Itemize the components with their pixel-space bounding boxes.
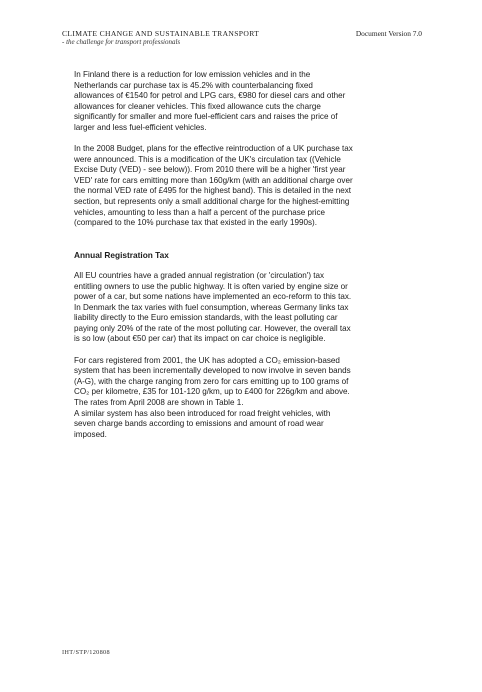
document-version: Document Version 7.0 bbox=[355, 29, 422, 38]
header-title: CLIMATE CHANGE AND SUSTAINABLE TRANSPORT bbox=[62, 29, 260, 38]
page-footer-code: IHT/STP/120808 bbox=[62, 649, 110, 656]
paragraph-uk-budget-2008: In the 2008 Budget, plans for the effective reintroduction of a UK purchase tax were announced. This is a modification of the UK's circulation tax ((Vehicle Excise Duty (VED) - see below)). From 2010 there will be a higher 'first year VED' rate for cars emitting more than 160g/km (with an additional charge over the normal VED rate of £495 for the highest band). This is detailed in the next section, but represents only a small additional charge for the highest-emitting vehicles, amounting to less than a half a percent of the purchase price (compared to the 10% purchase tax that existed in the early 1990s). bbox=[74, 144, 353, 228]
paragraph-uk-co2-bands: For cars registered from 2001, the UK has adopted a CO₂ emission-based system that has been incrementally developed to now involve in seven bands (A-G), with the charge ranging from zero for cars emitting up to 100 grams of CO₂ per kilometre, £35 for 101-120 g/km, up to £400 for 226g/km and above. The rates from April 2008 are shown in Table 1. bbox=[74, 355, 351, 407]
page-header bbox=[62, 29, 422, 47]
section-heading-annual-registration-tax: Annual Registration Tax bbox=[74, 249, 169, 260]
paragraph-eu-circulation-tax: All EU countries have a graded annual registration (or 'circulation') tax entitling owners to use the public highway. It is often varied by engine size or power of a car, but some nations have implemented an eco-reform to this tax. In Denmark the tax varies with fuel consumption, whereas Germany links tax liability directly to the Euro emission standards, with the least polluting car paying only 20% of the rate of the most polluting car. However, the overall tax is so low (about €50 per car) that its impact on car choice is negligible. bbox=[74, 270, 352, 344]
document-body bbox=[74, 70, 424, 451]
header-subtitle: - the challenge for transport professionals bbox=[62, 38, 181, 46]
paragraph-finland-netherlands: In Finland there is a reduction for low emission vehicles and in the Netherlands car purchase tax is 45.2% with counterbalancing fixed allowances of €1540 for petrol and LPG cars, €980 for diesel cars and other allowances for cleaner vehicles. This fixed allowance cuts the charge significantly for smaller and more fuel-efficient cars and raises the price of larger and less fuel-efficient vehicles. bbox=[74, 70, 346, 132]
paragraph-road-freight: A similar system has also been introduced for road freight vehicles, with seven charge bands according to emissions and amount of road wear imposed. bbox=[74, 408, 331, 439]
